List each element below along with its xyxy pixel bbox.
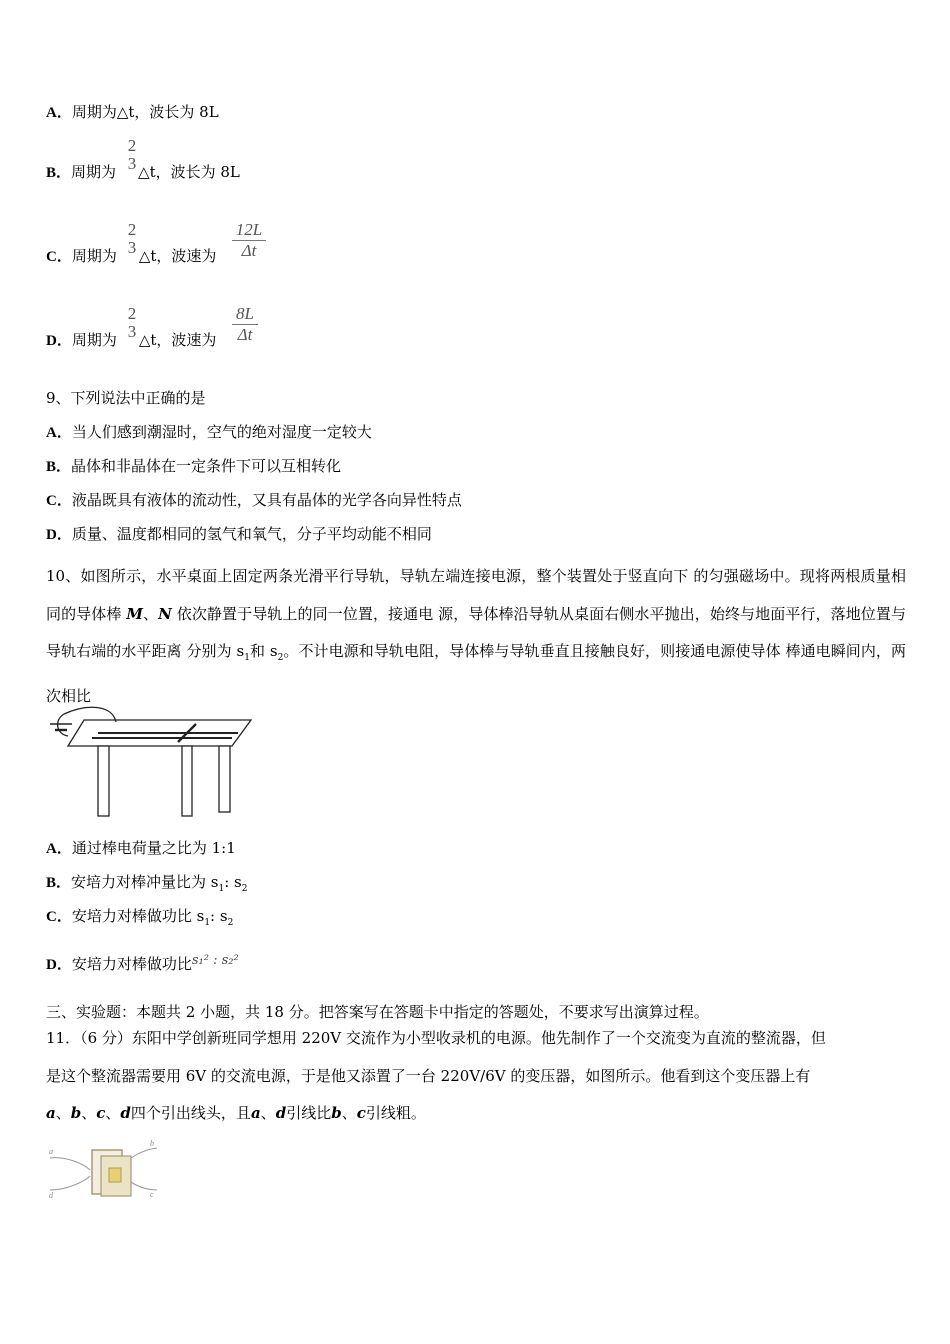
rail-table-figure — [46, 700, 256, 820]
q10-option-b[interactable]: B．安培力对棒冲量比为 $s_1$: $s_2$ — [46, 873, 248, 894]
option-pre: 周期为 — [71, 331, 117, 349]
q9-option-d[interactable]: D．质量、温度都相同的氢气和氧气，分子平均动能不相同 — [46, 525, 432, 543]
q8-option-b[interactable] — [46, 162, 240, 183]
option-label: C． — [46, 249, 72, 265]
work-ratio-formula: s₁² : s₂² — [191, 953, 239, 968]
terminal-a-label: a — [49, 1147, 53, 1156]
symbol-m: M — [126, 604, 143, 623]
fraction-12L-dt: 12L Δt — [232, 221, 266, 260]
fraction-2-3: 2 3 — [127, 220, 137, 257]
option-pre: 周期为 — [71, 247, 117, 265]
q9-option-a[interactable]: A．当人们感到潮湿时，空气的绝对湿度一定较大 — [46, 423, 372, 441]
section-3-heading: 三、实验题：本题共 2 小题，共 18 分。把答案写在答题卡中指定的答题处，不要求写出演算过程。 — [46, 1003, 709, 1021]
option-label: A． — [46, 105, 72, 121]
option-mid: △t，波速为 — [138, 247, 217, 265]
q10-option-a[interactable]: A．通过棒电荷量之比为 1:1 — [46, 839, 236, 857]
symbol-n: N — [158, 604, 172, 623]
q11-line-2: 是这个整流器需要用 6V 的交流电源，于是他又添置了一台 220V/6V 的变压器，如图所示。他看到这个变压器上有 — [46, 1067, 811, 1085]
option-label: D． — [46, 333, 72, 349]
q9-option-b[interactable]: B．晶体和非晶体在一定条件下可以互相转化 — [46, 457, 342, 475]
q9-stem: 9、下列说法中正确的是 — [46, 389, 206, 407]
q10-option-d[interactable]: D．安培力对棒做功比s₁² : s₂² — [46, 953, 239, 973]
transformer-figure — [46, 1138, 161, 1203]
option-mid: △t，波速为 — [138, 331, 217, 349]
fraction-2-3: 2 3 — [127, 304, 137, 341]
option-post: △t，波长为 8L — [138, 163, 240, 181]
option-pre: 周期为 — [71, 163, 117, 181]
fraction-2-3: 2 3 — [127, 136, 137, 173]
terminal-c-label: c — [150, 1190, 154, 1199]
q9-option-c[interactable]: C．液晶既具有液体的流动性，又具有晶体的光学各向异性特点 — [46, 491, 462, 509]
q11-line-1: 11．（6 分）东阳中学创新班同学想用 220V 交流作为小型收录机的电源。他先制作了一个交流变为直流的整流器，但 — [46, 1029, 826, 1047]
q11-line-3: a、b、c、d四个引出线头，且a、d引线比b、c引线粗。 — [46, 1104, 426, 1122]
terminal-b-label: b — [150, 1139, 154, 1148]
q8-option-a[interactable] — [46, 102, 219, 123]
fraction-8L-dt: 8L Δt — [232, 305, 258, 344]
option-label: B． — [46, 165, 72, 181]
terminal-d-label: d — [49, 1191, 53, 1200]
q10-option-c[interactable]: C．安培力对棒做功比 $s_1$: $s_2$ — [46, 907, 234, 928]
option-text: 周期为△t，波长为 8L — [71, 103, 219, 121]
q10-stem: 10、如图所示，水平桌面上固定两条光滑平行导轨，导轨左端连接电源，整个装置处于竖直向下 的匀强磁场中。现将两根质量相同的导体棒 M、N 依次静置于导轨上的同一位置，接通电 源，导体棒沿导轨从桌面右侧水平抛出，始终与地面平行，落地位置与导轨右端的水平距离 分别为 $s_1$和 $s_2$。不计电源和导轨电阻，导体棒与导轨垂直且接触良好，则接通电源使导体 棒通电瞬间内，两次相比 — [46, 567, 906, 705]
